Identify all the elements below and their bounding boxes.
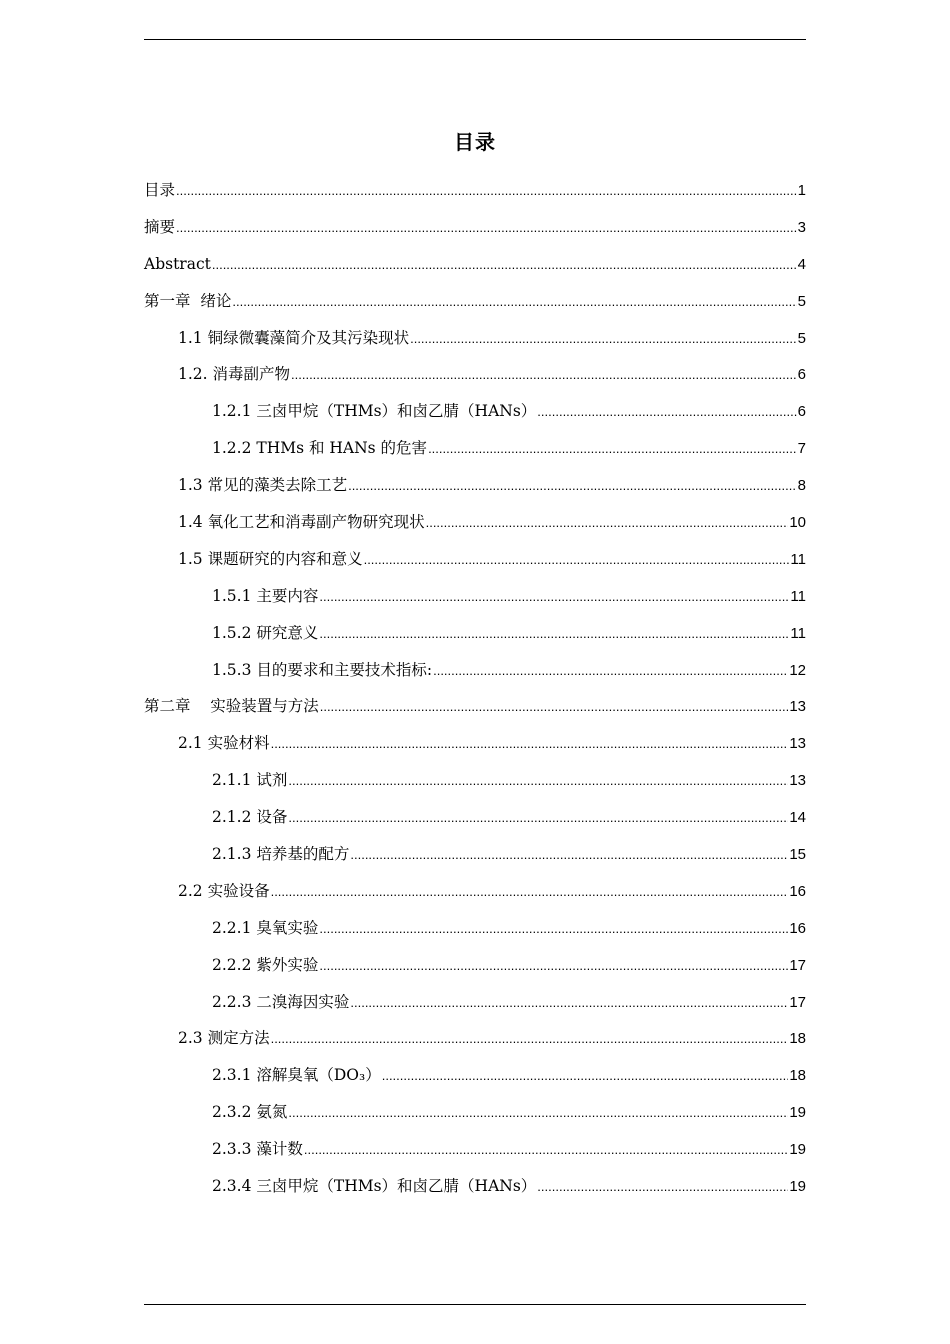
toc-entry-page: 11 bbox=[790, 550, 806, 568]
toc-entry-page: 4 bbox=[797, 255, 806, 273]
toc-entry[interactable] bbox=[144, 172, 806, 209]
toc-dot-leader bbox=[304, 1132, 788, 1169]
toc-entry[interactable] bbox=[144, 947, 806, 984]
toc-entry-page: 13 bbox=[789, 735, 806, 753]
toc-entry-page: 14 bbox=[789, 809, 806, 827]
toc-entry-title: 第二章 实验装置与方法 bbox=[144, 697, 319, 716]
toc-entry-page: 19 bbox=[789, 1141, 806, 1159]
toc-entry-title: 2.2.1 臭氧实验 bbox=[212, 918, 319, 937]
toc-dot-leader bbox=[410, 321, 797, 358]
toc-entry-page: 7 bbox=[797, 440, 806, 458]
toc-entry-title: 1.5 课题研究的内容和意义 bbox=[178, 549, 363, 568]
toc-entry-page: 10 bbox=[789, 514, 806, 532]
toc-entry-page: 1 bbox=[797, 182, 806, 199]
toc-entry-title: 2.1 实验材料 bbox=[178, 734, 270, 753]
toc-entry[interactable] bbox=[144, 688, 806, 725]
toc-entry-page: 17 bbox=[789, 956, 806, 974]
toc-entry-title: 1.4 氧化工艺和消毒副产物研究现状 bbox=[178, 513, 425, 532]
toc-entry-page: 11 bbox=[790, 624, 806, 642]
toc-entry-title: 2.2.2 紫外实验 bbox=[212, 955, 319, 974]
toc-entry-title: 第一章 绪论 bbox=[144, 291, 232, 310]
toc-entry-page: 19 bbox=[789, 1178, 806, 1196]
toc-dot-leader bbox=[271, 1021, 789, 1058]
toc-entry-page: 5 bbox=[797, 329, 806, 347]
toc-entry[interactable] bbox=[144, 1020, 806, 1057]
toc-entry[interactable] bbox=[144, 430, 806, 467]
toc-entry-page: 16 bbox=[789, 882, 806, 900]
toc-entry-page: 3 bbox=[797, 218, 806, 236]
toc-entry-page: 15 bbox=[789, 846, 806, 864]
toc-dot-leader bbox=[537, 1169, 788, 1206]
toc-entry-page: 6 bbox=[797, 403, 806, 421]
toc-entry-title: 2.1.3 培养基的配方 bbox=[212, 845, 350, 864]
toc-entry[interactable] bbox=[144, 578, 806, 615]
toc-dot-leader bbox=[364, 542, 790, 579]
toc-entry-page: 16 bbox=[789, 919, 806, 937]
toc-entry-title: 1.2. 消毒副产物 bbox=[178, 365, 291, 384]
toc-entry-title: Abstract bbox=[144, 254, 211, 273]
toc-entry-page: 5 bbox=[797, 292, 806, 310]
toc-entry[interactable] bbox=[144, 283, 806, 320]
toc-entry[interactable] bbox=[144, 799, 806, 836]
toc-entry-page: 13 bbox=[789, 772, 806, 790]
toc-entry[interactable] bbox=[144, 615, 806, 652]
header-rule bbox=[144, 39, 806, 40]
toc-entry[interactable] bbox=[144, 320, 806, 357]
toc-entry[interactable] bbox=[144, 209, 806, 246]
toc-dot-leader bbox=[382, 1058, 789, 1095]
toc-dot-leader bbox=[271, 874, 789, 911]
toc-entry-title: 目录 bbox=[144, 181, 176, 199]
footer-rule bbox=[144, 1304, 806, 1305]
toc-entry-title: 2.3 测定方法 bbox=[178, 1029, 270, 1048]
toc-dot-leader bbox=[348, 468, 797, 505]
toc-entry[interactable] bbox=[144, 504, 806, 541]
toc-entry-title: 1.5.3 目的要求和主要技术指标: bbox=[212, 660, 433, 679]
toc-dot-leader bbox=[291, 357, 797, 394]
toc-entry-title: 摘要 bbox=[144, 217, 176, 236]
toc-entry-page: 18 bbox=[789, 1030, 806, 1048]
toc-entry-title: 2.3.1 溶解臭氧（DO₃） bbox=[212, 1066, 381, 1085]
toc-entry[interactable] bbox=[144, 1131, 806, 1168]
toc-entry-title: 1.5.1 主要内容 bbox=[212, 586, 319, 605]
toc-dot-leader bbox=[426, 505, 789, 542]
toc-entry-title: 2.1.2 设备 bbox=[212, 808, 288, 827]
toc-entry[interactable] bbox=[144, 246, 806, 283]
toc-entry[interactable] bbox=[144, 1094, 806, 1131]
toc-dot-leader bbox=[433, 653, 788, 690]
toc-dot-leader bbox=[176, 210, 797, 247]
toc-entry-title: 2.2.3 二溴海因实验 bbox=[212, 992, 350, 1011]
toc-entry[interactable] bbox=[144, 541, 806, 578]
toc-dot-leader bbox=[350, 837, 788, 874]
toc-dot-leader bbox=[288, 800, 788, 837]
toc-entry-page: 8 bbox=[797, 477, 806, 495]
toc-dot-leader bbox=[350, 985, 788, 1022]
toc-entry[interactable] bbox=[144, 836, 806, 873]
toc-entry-title: 2.3.2 氨氮 bbox=[212, 1103, 288, 1122]
toc-entry[interactable] bbox=[144, 910, 806, 947]
toc-dot-leader bbox=[319, 948, 788, 985]
toc-entry-page: 19 bbox=[789, 1104, 806, 1122]
toc-entry-page: 13 bbox=[789, 698, 806, 716]
toc-entry-page: 17 bbox=[789, 993, 806, 1011]
toc-entry-title: 1.2.2 THMs 和 HANs 的危害 bbox=[212, 439, 428, 458]
toc-entry[interactable] bbox=[144, 873, 806, 910]
page-title: 目录 bbox=[454, 130, 496, 154]
toc-dot-leader bbox=[288, 763, 788, 800]
toc-dot-leader bbox=[232, 284, 796, 321]
toc-entry[interactable] bbox=[144, 356, 806, 393]
toc-entry[interactable] bbox=[144, 762, 806, 799]
toc-entry-title: 2.3.4 三卤甲烷（THMs）和卤乙腈（HANs） bbox=[212, 1177, 537, 1196]
toc-entry[interactable] bbox=[144, 652, 806, 689]
toc-entry-title: 1.3 常见的藻类去除工艺 bbox=[178, 476, 348, 495]
toc-entry-title: 1.1 铜绿微囊藻简介及其污染现状 bbox=[178, 328, 410, 347]
table-of-contents bbox=[144, 172, 806, 1205]
toc-dot-leader bbox=[428, 431, 797, 468]
toc-entry[interactable] bbox=[144, 1168, 806, 1205]
toc-entry[interactable] bbox=[144, 1057, 806, 1094]
toc-entry-page: 6 bbox=[797, 366, 806, 384]
toc-dot-leader bbox=[537, 394, 796, 431]
toc-entry-title: 2.3.3 藻计数 bbox=[212, 1140, 303, 1159]
toc-entry-page: 11 bbox=[790, 587, 806, 605]
toc-entry[interactable] bbox=[144, 984, 806, 1021]
toc-dot-leader bbox=[271, 726, 789, 763]
toc-entry-title: 1.2.1 三卤甲烷（THMs）和卤乙腈（HANs） bbox=[212, 402, 537, 421]
toc-entry-title: 2.1.1 试剂 bbox=[212, 771, 288, 790]
toc-dot-leader bbox=[288, 1095, 788, 1132]
toc-dot-leader bbox=[319, 616, 789, 653]
toc-entry-title: 1.5.2 研究意义 bbox=[212, 623, 319, 642]
toc-dot-leader bbox=[319, 911, 788, 948]
toc-entry-page: 18 bbox=[789, 1067, 806, 1085]
toc-entry-title: 2.2 实验设备 bbox=[178, 881, 270, 900]
toc-dot-leader bbox=[212, 247, 797, 284]
toc-entry[interactable] bbox=[144, 467, 806, 504]
toc-dot-leader bbox=[319, 579, 789, 616]
toc-dot-leader bbox=[320, 689, 789, 726]
toc-entry[interactable] bbox=[144, 393, 806, 430]
toc-entry[interactable] bbox=[144, 725, 806, 762]
toc-dot-leader bbox=[176, 173, 797, 210]
toc-entry-page: 12 bbox=[789, 661, 806, 679]
